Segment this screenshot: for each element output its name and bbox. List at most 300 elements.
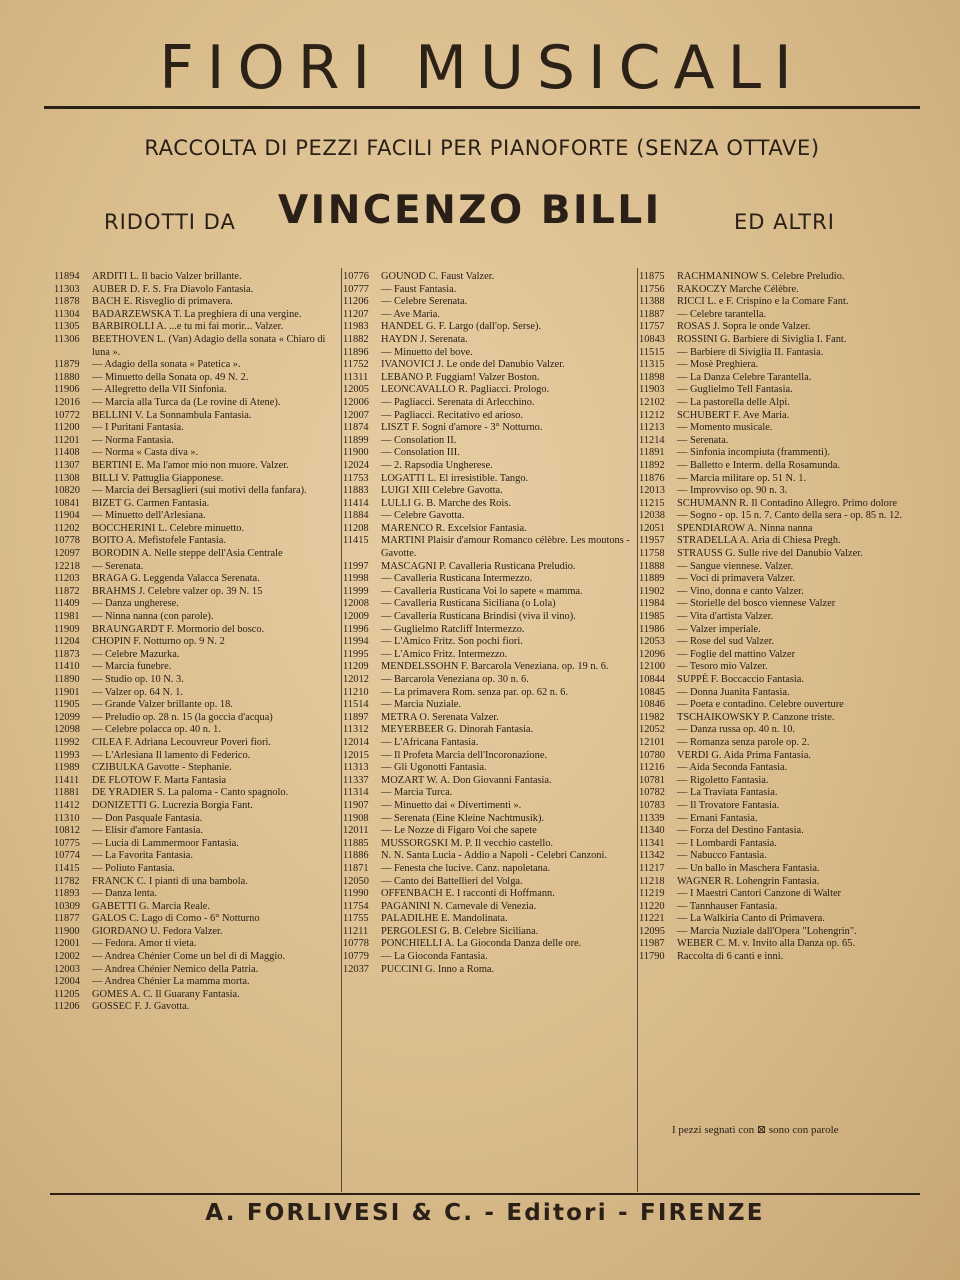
catalog-number: 10781: [639, 774, 665, 786]
catalog-entry: [639, 460, 919, 473]
catalog-entry: [639, 661, 919, 674]
catalog-number: 12003: [54, 963, 80, 975]
catalog-title: MARENCO R. Excelsior Fantasia.: [381, 522, 527, 534]
catalog-title: — Fenesta che lucive. Canz. napoletana.: [381, 862, 551, 874]
catalog-entry: [54, 321, 344, 334]
catalog-entry: [54, 271, 344, 284]
catalog-entry: [639, 435, 919, 448]
catalog-number: 11898: [639, 371, 665, 383]
catalog-title: — Balletto e Interm. della Rosamunda.: [677, 459, 841, 471]
catalog-title: BEETHOVEN L. (Van) Adagio della sonata « Chiaro di luna ».: [92, 333, 326, 358]
catalog-entry: [54, 1001, 344, 1014]
catalog-entry: [639, 951, 919, 964]
catalog-title: METRA O. Serenata Valzer.: [381, 711, 499, 723]
catalog-title: — Lucia di Lammermoor Fantasia.: [92, 837, 239, 849]
catalog-title: — Minuetto dai « Divertimenti ».: [381, 799, 522, 811]
catalog-number: 11790: [639, 951, 665, 963]
catalog-entry: [639, 674, 919, 687]
catalog-title: DE FLOTOW F. Marta Fantasia: [92, 774, 227, 786]
subtitle: RACCOLTA DI PEZZI FACILI PER PIANOFORTE (SENZA OTTAVE): [144, 136, 820, 160]
publisher-footer: A. FORLIVESI & C. - Editori - FIRENZE: [205, 1200, 765, 1226]
catalog-entry: [343, 410, 639, 423]
catalog-entry: [343, 384, 639, 397]
catalog-title: — Tesoro mio Valzer.: [677, 661, 768, 673]
catalog-title: — Guglielmo Tell Fantasia.: [677, 384, 793, 396]
catalog-title: PERGOLESI G. B. Celebre Siciliana.: [381, 925, 539, 937]
catalog-entry: [54, 561, 344, 574]
catalog-number: 10843: [639, 333, 665, 345]
catalog-number: 10776: [343, 271, 369, 282]
catalog-title: — Celebre tarantella.: [677, 308, 767, 320]
catalog-number: 11215: [639, 497, 665, 509]
catalog-entry: [54, 926, 344, 939]
catalog-number: 12008: [343, 598, 369, 610]
catalog-entry: [54, 535, 344, 548]
catalog-entry: [343, 598, 639, 611]
catalog-title: — Celebre Mazurka.: [92, 648, 180, 660]
catalog-title: — Mosè Preghiera.: [677, 359, 759, 371]
catalog-entry: [54, 850, 344, 863]
catalog-number: 11896: [343, 346, 369, 358]
catalog-entry: [54, 586, 344, 599]
catalog-entry: [343, 649, 639, 662]
catalog-entry: [54, 750, 344, 763]
catalog-title: — Momento musicale.: [677, 422, 773, 434]
catalog-number: 10777: [343, 283, 369, 295]
catalog-entry: [639, 876, 919, 889]
catalog-entry: [639, 321, 919, 334]
catalog-title: — Faust Fantasia.: [381, 283, 457, 295]
catalog-entry: [54, 951, 344, 964]
catalog-number: 12012: [343, 674, 369, 685]
catalog-number: 12051: [639, 522, 665, 534]
catalog-entry: [639, 737, 919, 750]
catalog-entry: [54, 989, 344, 1002]
catalog-entry: [639, 813, 919, 826]
catalog-title: — Marcia militare op. 51 N. 1.: [677, 472, 806, 484]
catalog-title: — Storielle del bosco viennese Valzer: [677, 598, 836, 610]
catalog-title: — Celebre Gavotta.: [381, 510, 465, 522]
catalog-number: 11755: [343, 913, 369, 925]
catalog-title: — Consolation III.: [381, 447, 460, 459]
catalog-title: — Aida Seconda Fantasia.: [677, 762, 788, 774]
catalog-entry: [343, 926, 639, 939]
catalog-title: — Forza del Destino Fantasia.: [677, 825, 804, 837]
catalog-entry: [54, 737, 344, 750]
catalog-number: 11877: [54, 913, 80, 925]
catalog-number: 11904: [54, 510, 80, 522]
catalog-number: 11997: [343, 560, 369, 572]
catalog-title: ROSSINI G. Barbiere di Siviglia I. Fant.: [677, 333, 847, 345]
catalog-entry: [639, 498, 919, 511]
catalog-number: 12037: [343, 963, 369, 975]
catalog-title: — Minuetto della Sonata op. 49 N. 2.: [92, 371, 249, 383]
catalog-number: 12013: [639, 485, 665, 497]
catalog-title: — Pagliacci. Recitativo ed arioso.: [381, 409, 523, 421]
catalog-number: 11206: [54, 1001, 80, 1013]
editor-name: VINCENZO BILLI: [278, 188, 662, 233]
catalog-number: 10841: [54, 497, 80, 509]
catalog-title: — Marcia dei Bersaglieri (sui motivi della fanfara).: [92, 485, 307, 497]
catalog-entry: [54, 435, 344, 448]
catalog-number: 11412: [54, 799, 80, 811]
catalog-entry: [54, 422, 344, 435]
catalog-entry: [343, 661, 639, 674]
catalog-entry: [639, 938, 919, 951]
catalog-title: OFFENBACH E. I racconti di Hoffmann.: [381, 888, 555, 900]
catalog-entry: [54, 724, 344, 737]
catalog-title: — Ave Maria.: [381, 308, 440, 320]
catalog-number: 11415: [54, 862, 80, 874]
catalog-title: BOITO A. Mefistofele Fantasia.: [92, 535, 226, 547]
catalog-title: BIZET G. Carmen Fantasia.: [92, 497, 210, 509]
catalog-entry: [54, 624, 344, 637]
catalog-entry: [343, 473, 639, 486]
catalog-number: 12053: [639, 636, 665, 648]
catalog-entry: [54, 359, 344, 372]
editor-prefix: RIDOTTI DA: [104, 210, 236, 234]
catalog-entry: [54, 334, 344, 359]
catalog-number: 12004: [54, 976, 80, 988]
catalog-entry: [639, 888, 919, 901]
catalog-number: 11878: [54, 296, 80, 308]
catalog-title: — La primavera Rom. senza par. op. 62 n. 6.: [381, 686, 568, 698]
catalog-number: 12006: [343, 396, 369, 408]
catalog-title: WAGNER R. Lohengrin Fantasia.: [677, 875, 820, 887]
catalog-number: 11998: [343, 573, 369, 585]
catalog-entry: [54, 296, 344, 309]
catalog-number: 11871: [343, 862, 369, 874]
catalog-entry: [343, 523, 639, 536]
catalog-title: — Sinfonia incompiuta (frammenti).: [677, 447, 830, 459]
catalog-title: MEYERBEER G. Dinorah Fantasia.: [381, 724, 534, 736]
catalog-title: — Cavalleria Rusticana Brindisi (viva il vino).: [381, 611, 576, 623]
catalog-title: SCHUMANN R. Il Contadino Allegro. Primo dolore: [677, 497, 897, 509]
catalog-number: 11205: [54, 988, 80, 1000]
catalog-title: BRAGA G. Leggenda Valacca Serenata.: [92, 573, 260, 585]
catalog-entry: [639, 573, 919, 586]
catalog-entry: [639, 611, 919, 624]
catalog-title: — Marcia funebre.: [92, 661, 172, 673]
catalog-number: 12014: [343, 736, 369, 748]
catalog-title: CZIBULKA Gavotte - Stephanie.: [92, 762, 232, 774]
catalog-entry: [54, 800, 344, 813]
catalog-title: TSCHAIKOWSKY P. Canzone triste.: [677, 711, 835, 723]
catalog-title: — I Lombardi Fantasia.: [677, 837, 777, 849]
catalog-title: STRADELLA A. Aria di Chiesa Pregh.: [677, 535, 841, 547]
catalog-title: — Il Profeta Marcia dell'Incoronazione.: [381, 749, 548, 761]
catalog-title: GOSSEC F. J. Gavotta.: [92, 1001, 190, 1013]
catalog-entry: [343, 573, 639, 586]
catalog-title: BRAUNGARDT F. Mormorio del bosco.: [92, 623, 265, 635]
catalog-number: 12097: [54, 548, 80, 560]
catalog-number: 11311: [343, 371, 369, 383]
catalog-number: 11207: [343, 308, 369, 320]
catalog-number: 12098: [54, 724, 80, 736]
catalog-number: 11337: [343, 774, 369, 786]
catalog-entry: [639, 913, 919, 926]
catalog-entry: [343, 750, 639, 763]
catalog-number: 11889: [639, 573, 665, 585]
catalog-entry: [54, 598, 344, 611]
catalog-number: 11875: [639, 271, 665, 282]
catalog-title: — Vita d'artista Valzer.: [677, 611, 774, 623]
lyrics-note: I pezzi segnati con ⊠ sono con parole: [672, 1124, 839, 1136]
catalog-title: RACHMANINOW S. Celebre Preludio.: [677, 271, 845, 282]
catalog-title: HAYDN J. Serenata.: [381, 333, 468, 345]
catalog-entry: [54, 674, 344, 687]
catalog-entry: [54, 498, 344, 511]
catalog-number: 11204: [54, 636, 80, 648]
catalog-entry: [54, 775, 344, 788]
catalog-title: — Cavalleria Rusticana Voi lo sapete « mamma.: [381, 585, 583, 597]
catalog-title: — Pagliacci. Serenata di Arlecchino.: [381, 396, 535, 408]
catalog-number: 10775: [54, 837, 80, 849]
catalog-entry: [639, 561, 919, 574]
catalog-title: WEBER C. M. v. Invito alla Danza op. 65.: [677, 938, 855, 950]
catalog-entry: [54, 964, 344, 977]
catalog-entry: [343, 838, 639, 851]
catalog-entry: [54, 863, 344, 876]
catalog-entry: [54, 762, 344, 775]
catalog-entry: [54, 712, 344, 725]
catalog-entry: [343, 863, 639, 876]
catalog-number: 12096: [639, 648, 665, 660]
catalog-entry: [54, 523, 344, 536]
catalog-entry: [343, 775, 639, 788]
catalog-title: GOMES A. C. Il Guarany Fantasia.: [92, 988, 240, 1000]
catalog-title: BRAHMS J. Celebre valzer op. 39 N. 15: [92, 585, 263, 597]
catalog-number: 11217: [639, 862, 665, 874]
catalog-number: 11201: [54, 434, 80, 446]
catalog-entry: [343, 498, 639, 511]
catalog-entry: [639, 901, 919, 914]
catalog-number: 11202: [54, 522, 80, 534]
catalog-title: — Elisir d'amore Fantasia.: [92, 825, 203, 837]
catalog-number: 11992: [54, 736, 80, 748]
catalog-number: 11883: [343, 485, 369, 497]
catalog-title: — Romanza senza parole op. 2.: [677, 736, 810, 748]
catalog-number: 11884: [343, 510, 369, 522]
catalog-title: BOCCHERINI L. Celebre minuetto.: [92, 522, 245, 534]
catalog-entry: [639, 850, 919, 863]
catalog-title: — L'Amico Fritz. Son pochi fiori.: [381, 636, 523, 648]
catalog-number: 11339: [639, 812, 665, 824]
catalog-title: — L'Africana Fantasia.: [381, 736, 479, 748]
catalog-title: — Un ballo in Maschera Fantasia.: [677, 862, 820, 874]
catalog-entry: [639, 750, 919, 763]
catalog-title: — Ninna nanna (con parole).: [92, 611, 214, 623]
catalog-number: 11882: [343, 333, 369, 345]
catalog-number: 11892: [639, 459, 665, 471]
catalog-entry: [639, 271, 919, 284]
catalog-entry: [343, 624, 639, 637]
catalog-number: 11315: [639, 359, 665, 371]
catalog-number: 11313: [343, 762, 369, 774]
catalog-column-3: [639, 271, 919, 964]
catalog-number: 12101: [639, 736, 665, 748]
catalog-title: — Allegretto della VII Sinfonia.: [92, 384, 227, 396]
catalog-number: 11203: [54, 573, 80, 585]
catalog-number: 12038: [639, 510, 665, 522]
catalog-entry: [639, 687, 919, 700]
catalog-number: 12024: [343, 459, 369, 471]
catalog-number: 11340: [639, 825, 665, 837]
catalog-entry: [343, 687, 639, 700]
catalog-entry: [343, 636, 639, 649]
catalog-title: — Preludio op. 28 n. 15 (la goccia d'acqua): [92, 711, 273, 723]
catalog-title: — Valzer imperiale.: [677, 623, 761, 635]
catalog-number: 11996: [343, 623, 369, 635]
catalog-title: Raccolta di 6 canti e inni.: [677, 951, 784, 963]
catalog-number: 10772: [54, 409, 80, 421]
catalog-title: — Danza russa op. 40 n. 10.: [677, 724, 796, 736]
catalog-title: — Norma « Casta diva ».: [92, 447, 199, 459]
catalog-title: — Marcia Turca.: [381, 787, 453, 799]
catalog-title: — Andrea Chénier La mamma morta.: [92, 976, 250, 988]
catalog-title: — Minuetto dell'Arlesiana.: [92, 510, 206, 522]
catalog-title: — Marcia Nuziale dall'Opera "Lohengrin".: [677, 925, 857, 937]
catalog-entry: [343, 964, 639, 977]
catalog-title: GALOS C. Lago di Como - 6° Notturno: [92, 913, 260, 925]
catalog-title: — Nabucco Fantasia.: [677, 850, 767, 862]
catalog-number: 10779: [343, 951, 369, 963]
catalog-entry: [639, 485, 919, 498]
catalog-title: MARTINI Plaisir d'amour Romanco célèbre. Les moutons - Gavotte.: [381, 535, 630, 560]
catalog-title: BORODIN A. Nelle steppe dell'Asia Centrale: [92, 548, 283, 560]
catalog-number: 11303: [54, 283, 80, 295]
catalog-entry: [639, 309, 919, 322]
catalog-title: — Barcarola Veneziana op. 30 n. 6.: [381, 674, 529, 685]
catalog-number: 11310: [54, 812, 80, 824]
catalog-number: 11306: [54, 333, 80, 345]
catalog-title: LOGATTI L. El irresistible. Tango.: [381, 472, 529, 484]
catalog-entry: [54, 825, 344, 838]
catalog-entry: [343, 561, 639, 574]
catalog-entry: [54, 661, 344, 674]
catalog-title: BILLI V. Pattuglia Giapponese.: [92, 472, 224, 484]
catalog-title: — Donna Juanita Fantasia.: [677, 686, 790, 698]
catalog-number: 11756: [639, 283, 665, 295]
catalog-entry: [54, 888, 344, 901]
footer-rule: [50, 1193, 920, 1195]
catalog-entry: [639, 296, 919, 309]
catalog-title: STRAUSS G. Sulle rive del Danubio Valzer.: [677, 548, 863, 560]
catalog-entry: [54, 384, 344, 397]
catalog-title: LEONCAVALLO R. Pagliacci. Prologo.: [381, 384, 550, 396]
catalog-entry: [639, 384, 919, 397]
catalog-entry: [639, 359, 919, 372]
catalog-title: PUCCINI G. Inno a Roma.: [381, 963, 495, 975]
catalog-title: — Cavalleria Rusticana Intermezzo.: [381, 573, 533, 585]
catalog-title: GIORDANO U. Fedora Valzer.: [92, 925, 223, 937]
catalog-title: — Danza ungherese.: [92, 598, 179, 610]
catalog-title: — Fedora. Amor ti vieta.: [92, 938, 197, 950]
catalog-title: GABETTI G. Marcia Reale.: [92, 900, 211, 912]
page-title: FIORI MUSICALI: [159, 33, 805, 103]
catalog-title: PAGANINI N. Carnevale di Venezia.: [381, 900, 537, 912]
catalog-entry: [343, 699, 639, 712]
catalog-number: 11220: [639, 900, 665, 912]
catalog-number: 11906: [54, 384, 80, 396]
catalog-number: 10778: [343, 938, 369, 950]
catalog-number: 11995: [343, 648, 369, 660]
catalog-title: ARDITI L. Il bacio Valzer brillante.: [92, 271, 242, 282]
catalog-number: 11874: [343, 422, 369, 434]
catalog-number: 11903: [639, 384, 665, 396]
catalog-number: 11905: [54, 699, 80, 711]
catalog-title: — La Traviata Fantasia.: [677, 787, 778, 799]
catalog-entry: [343, 813, 639, 826]
catalog-title: MUSSORGSKI M. P. Il vecchio castello.: [381, 837, 554, 849]
catalog-title: SUPPÈ F. Boccaccio Fantasia.: [677, 674, 805, 685]
catalog-number: 11981: [54, 611, 80, 623]
catalog-entry: [343, 372, 639, 385]
catalog-title: — Guglielmo Ratcliff Intermezzo.: [381, 623, 525, 635]
catalog-entry: [639, 523, 919, 536]
catalog-number: 10774: [54, 850, 80, 862]
catalog-title: LISZT F. Sogni d'amore - 3° Notturno.: [381, 422, 543, 434]
catalog-title: — La pastorella delle Alpi.: [677, 396, 790, 408]
catalog-title: VERDI G. Aida Prima Fantasia.: [677, 749, 811, 761]
catalog-entry: [54, 838, 344, 851]
catalog-entry: [639, 712, 919, 725]
catalog-entry: [343, 876, 639, 889]
catalog-number: 12099: [54, 711, 80, 723]
catalog-number: 10845: [639, 686, 665, 698]
catalog-entry: [343, 938, 639, 951]
catalog-number: 10846: [639, 699, 665, 711]
catalog-entry: [639, 649, 919, 662]
catalog-number: 11409: [54, 598, 80, 610]
catalog-title: — Minuetto del bove.: [381, 346, 473, 358]
catalog-title: — Danza lenta.: [92, 888, 157, 900]
catalog-entry: [343, 422, 639, 435]
catalog-number: 11899: [343, 434, 369, 446]
catalog-number: 12001: [54, 938, 80, 950]
catalog-number: 11211: [343, 925, 369, 937]
catalog-entry: [54, 573, 344, 586]
catalog-entry: [343, 737, 639, 750]
catalog-entry: [343, 309, 639, 322]
catalog-number: 11210: [343, 686, 369, 698]
catalog-entry: [639, 825, 919, 838]
catalog-number: 11514: [343, 699, 369, 711]
catalog-title: — Consolation II.: [381, 434, 457, 446]
catalog-entry: [639, 699, 919, 712]
catalog-title: — La Danza Celebre Tarantella.: [677, 371, 812, 383]
catalog-number: 10783: [639, 799, 665, 811]
catalog-number: 12015: [343, 749, 369, 761]
catalog-number: 11886: [343, 850, 369, 862]
catalog-number: 12009: [343, 611, 369, 623]
catalog-number: 11307: [54, 459, 80, 471]
catalog-title: — Poliuto Fantasia.: [92, 862, 175, 874]
catalog-title: — Cavalleria Rusticana Siciliana (o Lola): [381, 598, 556, 610]
catalog-number: 11218: [639, 875, 665, 887]
catalog-entry: [343, 435, 639, 448]
catalog-title: — Foglie del mattino Valzer: [677, 648, 796, 660]
catalog-entry: [343, 447, 639, 460]
catalog-number: 11206: [343, 296, 369, 308]
catalog-title: BARBIROLLI A. ...e tu mi fai morir... Valzer.: [92, 321, 284, 333]
catalog-title: — Grande Valzer brillante op. 18.: [92, 699, 233, 711]
catalog-title: RICCI L. e F. Crispino e la Comare Fant.: [677, 296, 849, 308]
catalog-entry: [639, 624, 919, 637]
catalog-title: SCHUBERT F. Ave Maria.: [677, 409, 790, 421]
catalog-entry: [639, 372, 919, 385]
catalog-entry: [54, 548, 344, 561]
